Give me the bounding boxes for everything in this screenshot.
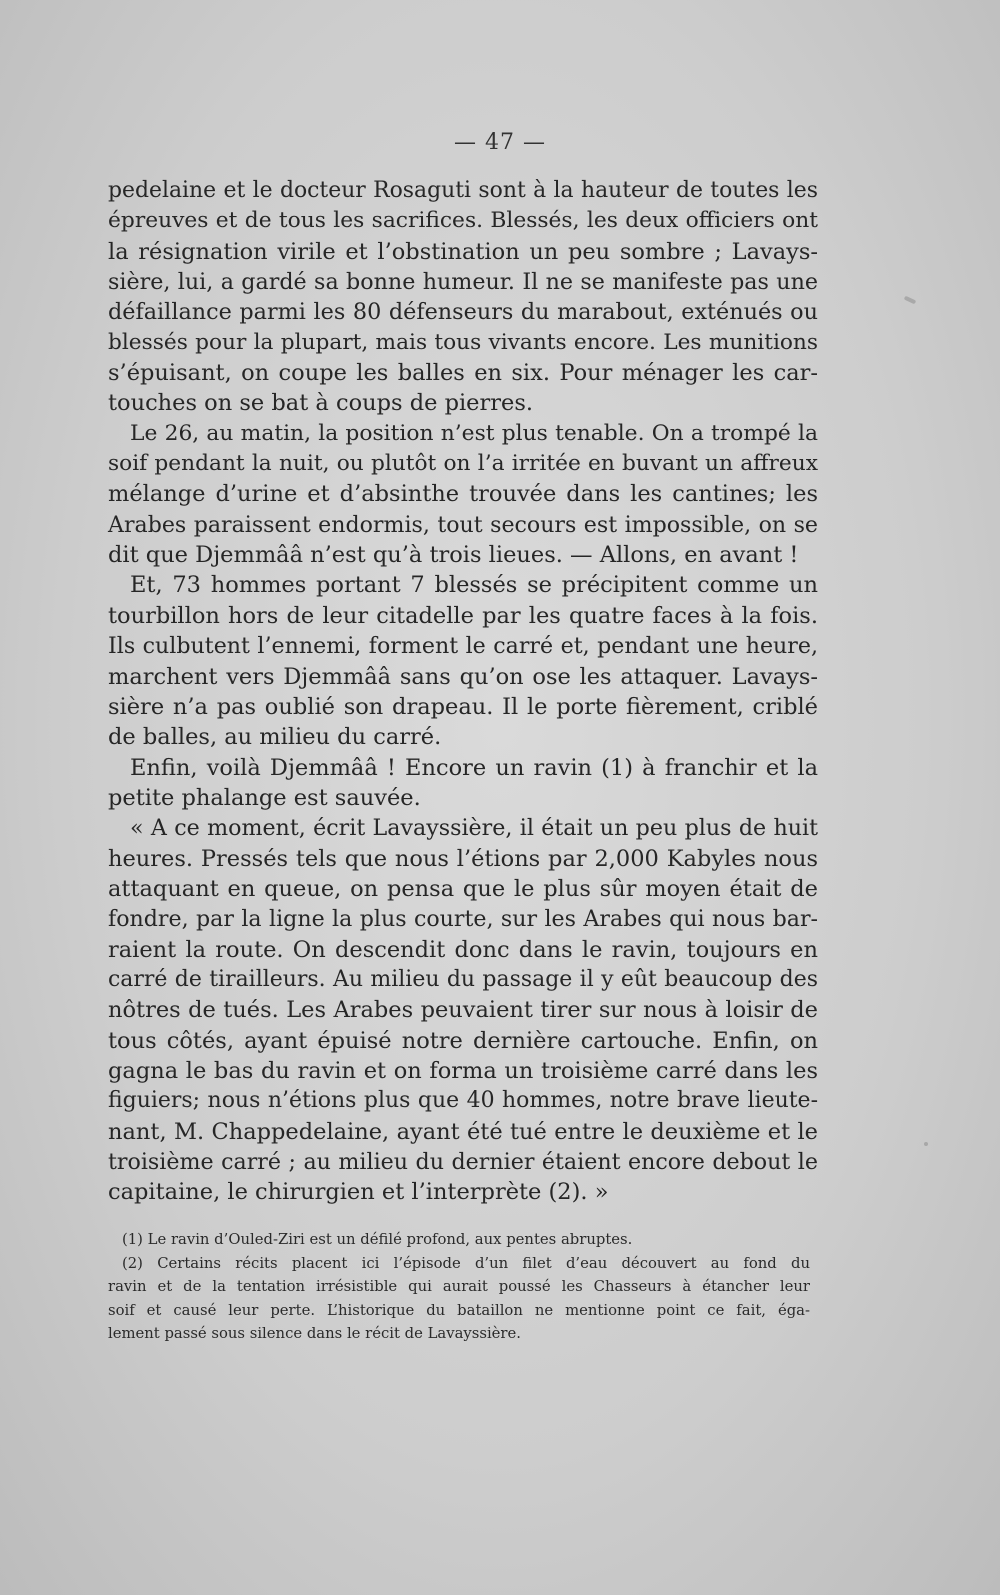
body-line: la résignation virile et l’obstination un peu sombre ; Lavays- — [108, 238, 818, 265]
body-line: attaquant en queue, on pensa que le plus sûr moyen était de — [108, 875, 818, 902]
footnote-line: soif et causé leur perte. L’historique du bataillon ne mentionne point ce fait, éga- — [108, 1301, 810, 1319]
body-line: capitaine, le chirurgien et l’interprète (2). » — [108, 1179, 609, 1206]
paper-speck — [904, 296, 917, 305]
body-line: heures. Pressés tels que nous l’étions par 2,000 Kabyles nous — [108, 845, 818, 872]
footnote-line: ravin et de la tentation irrésistible qui aurait poussé les Chasseurs à étancher leur — [108, 1278, 810, 1295]
body-line: épreuves et de tous les sacrifices. Blessés, les deux officiers ont — [108, 208, 818, 234]
body-text — [108, 176, 818, 1208]
body-line: carré de tirailleurs. Au milieu du passage il y eût beaucoup des — [108, 966, 818, 992]
body-line: s’épuisant, on coupe les balles en six. Pour ménager les car- — [108, 360, 818, 387]
body-line: Et, 73 hommes portant 7 blessés se précipitent comme un — [130, 572, 818, 599]
body-line: « A ce moment, écrit Lavayssière, il était un peu plus de huit — [130, 815, 818, 842]
footnotes — [108, 1228, 810, 1346]
body-line: de balles, au milieu du carré. — [108, 724, 442, 751]
body-line: nôtres de tués. Les Arabes peuvaient tirer sur nous à loisir de — [108, 997, 818, 1024]
body-line: dit que Djemmââ n’est qu’à trois lieues. — Allons, en avant ! — [108, 542, 799, 569]
body-line: touches on se bat à coups de pierres. — [108, 390, 534, 417]
footnote-line: (1) Le ravin d’Ouled-Ziri est un défilé profond, aux pentes abruptes. — [122, 1231, 633, 1248]
body-line: tous côtés, ayant épuisé notre dernière cartouche. Enfin, on — [108, 1027, 818, 1054]
body-line: tourbillon hors de leur citadelle par les quatre faces à la fois. — [108, 602, 818, 629]
body-line: soif pendant la nuit, ou plutôt on l’a irritée en buvant un affreux — [108, 451, 818, 477]
body-line: mélange d’urine et d’absinthe trouvée dans les cantines; les — [108, 481, 818, 508]
footnote-line: lement passé sous silence dans le récit de Lavayssière. — [108, 1325, 521, 1342]
body-line: Arabes paraissent endormis, tout secours est impossible, on se — [108, 511, 818, 538]
body-line: fondre, par la ligne la plus courte, sur les Arabes qui nous bar- — [108, 906, 818, 933]
body-line: petite phalange est sauvée. — [108, 784, 421, 811]
page-number: — 47 — — [454, 130, 546, 155]
body-line: Enfin, voilà Djemmââ ! Encore un ravin (1) à franchir et la — [130, 754, 818, 781]
body-line: sière n’a pas oublié son drapeau. Il le porte fièrement, criblé — [108, 693, 818, 720]
body-line: pedelaine et le docteur Rosaguti sont à la hauteur de toutes les — [108, 178, 818, 203]
body-line: blessés pour la plupart, mais tous vivants encore. Les munitions — [108, 329, 818, 355]
body-line: sière, lui, a gardé sa bonne humeur. Il ne se manifeste pas une — [108, 269, 818, 296]
body-line: gagna le bas du ravin et on forma un troisième carré dans les — [108, 1057, 818, 1084]
body-line: Ils culbutent l’ennemi, forment le carré et, pendant une heure, — [108, 633, 818, 660]
footnote-line: (2) Certains récits placent ici l’épisode d’un filet d’eau découvert au fond du — [122, 1254, 810, 1272]
body-line: troisième carré ; au milieu du dernier étaient encore debout le — [108, 1149, 818, 1175]
body-line: nant, M. Chappedelaine, ayant été tué entre le deuxième et le — [108, 1118, 818, 1145]
body-line: défaillance parmi les 80 défenseurs du marabout, exténués ou — [108, 299, 818, 326]
body-line: marchent vers Djemmââ sans qu’on ose les attaquer. Lavays- — [108, 663, 818, 690]
body-line: raient la route. On descendit donc dans le ravin, toujours en — [108, 936, 818, 963]
body-line: figuiers; nous n’étions plus que 40 hommes, notre brave lieute- — [108, 1088, 818, 1114]
paper-speck — [924, 1142, 928, 1146]
body-line: Le 26, au matin, la position n’est plus tenable. On a trompé la — [130, 420, 818, 446]
